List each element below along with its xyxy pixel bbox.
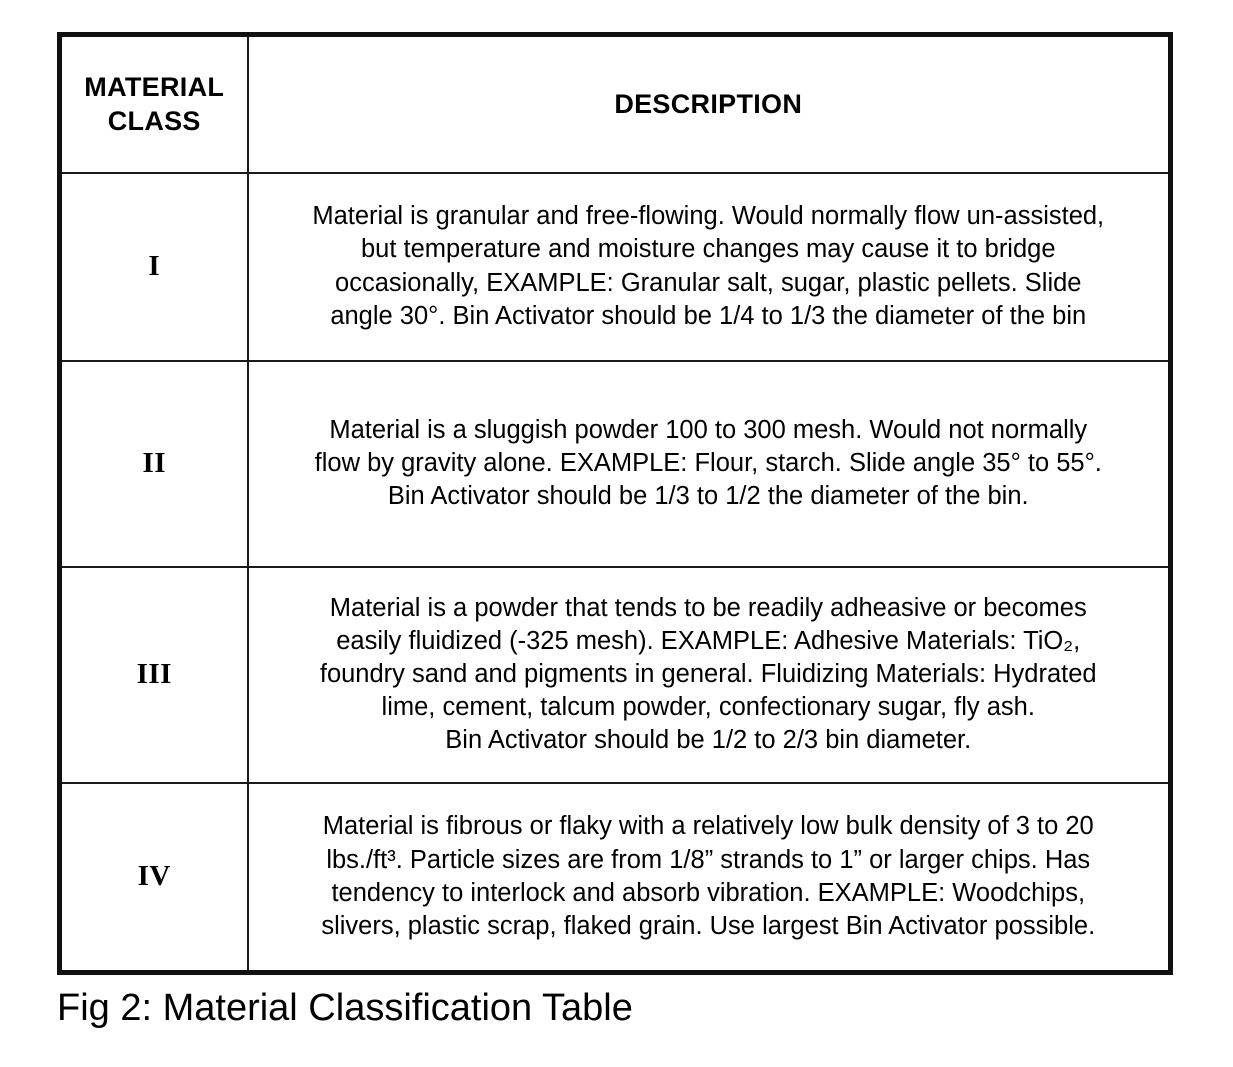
table-row xyxy=(60,361,1171,567)
description-line: occasionally, EXAMPLE: Granular salt, sugar, plastic pellets. Slide xyxy=(335,268,1082,297)
table-row xyxy=(60,783,1171,973)
material-class-value-1: I xyxy=(60,173,248,361)
description-line: foundry sand and pigments in general. Fluidizing Materials: Hydrated xyxy=(319,659,1097,688)
table-header-row xyxy=(60,35,1171,173)
column-header-material-class-line2: CLASS xyxy=(107,106,201,137)
table-row xyxy=(60,567,1171,783)
column-header-material-class xyxy=(60,35,248,173)
material-class-value-3: III xyxy=(60,567,248,783)
material-classification-table-wrapper xyxy=(57,32,1173,970)
description-line: flow by gravity alone. EXAMPLE: Flour, starch. Slide angle 35° to 55°. xyxy=(314,448,1102,477)
description-cell-2 xyxy=(248,361,1171,567)
description-line: lbs./ft³. Particle sizes are from 1/8” strands to 1” or larger chips. Has xyxy=(326,845,1091,874)
description-line: easily fluidized (-325 mesh). EXAMPLE: Adhesive Materials: TiO₂, xyxy=(336,626,1081,655)
description-line: lime, cement, talcum powder, confectionary sugar, fly ash. xyxy=(381,693,1035,722)
description-cell-4 xyxy=(248,783,1171,973)
table-row xyxy=(60,173,1171,361)
description-line: Material is a sluggish powder 100 to 300 mesh. Would not normally xyxy=(329,415,1088,444)
description-line: Material is fibrous or flaky with a relatively low bulk density of 3 to 20 xyxy=(322,812,1094,841)
description-line: Bin Activator should be 1/3 to 1/2 the diameter of the bin. xyxy=(387,482,1029,511)
description-line: but temperature and moisture changes may cause it to bridge xyxy=(360,235,1056,264)
description-line: tendency to interlock and absorb vibration. EXAMPLE: Woodchips, xyxy=(331,878,1086,907)
description-cell-1 xyxy=(248,173,1171,361)
description-line: Material is a powder that tends to be readily adheasive or becomes xyxy=(329,593,1087,622)
column-header-material-class-line1: MATERIAL xyxy=(84,71,225,102)
description-line: Material is granular and free-flowing. Would normally flow un-assisted, xyxy=(312,202,1105,231)
material-class-value-2: II xyxy=(60,361,248,567)
column-header-description: DESCRIPTION xyxy=(248,35,1171,173)
description-line: angle 30°. Bin Activator should be 1/4 to 1/3 the diameter of the bin xyxy=(330,301,1087,330)
description-line: Bin Activator should be 1/2 to 2/3 bin diameter. xyxy=(445,726,972,755)
figure-caption: Fig 2: Material Classification Table xyxy=(57,987,633,1029)
material-class-value-4: IV xyxy=(60,783,248,973)
description-line: slivers, plastic scrap, flaked grain. Use largest Bin Activator possible. xyxy=(321,911,1096,940)
description-cell-3 xyxy=(248,567,1171,783)
material-classification-table xyxy=(57,32,1173,975)
